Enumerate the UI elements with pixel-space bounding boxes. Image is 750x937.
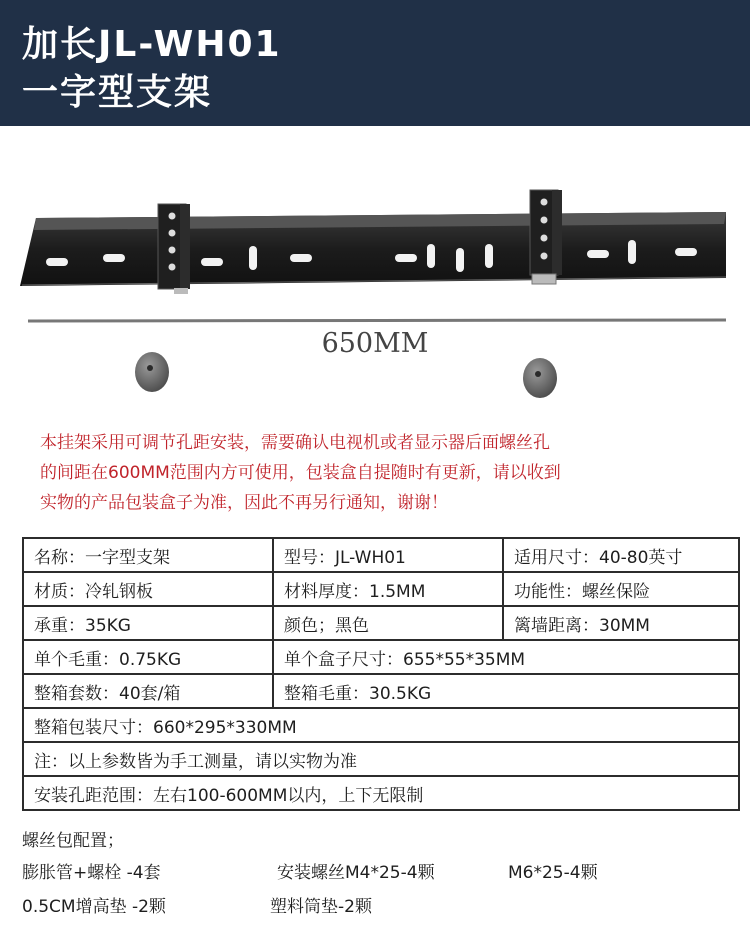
kit-item: 膨胀管+螺栓 -4套: [22, 863, 161, 883]
notice-line: 本挂架采用可调节孔距安装，需要确认电视机或者显示器后面螺丝孔: [40, 433, 550, 453]
spec-model: 型号：JL-WH01: [273, 538, 503, 572]
spec-name: 名称：一字型支架: [23, 538, 273, 572]
spec-unit-weight: 单个毛重：0.75KG: [23, 640, 273, 674]
spec-carton-size: 整箱包装尺寸：660*295*330MM: [23, 708, 739, 742]
list-item: [22, 890, 738, 924]
spec-note: 注：以上参数皆为手工测量，请以实物为准: [23, 742, 739, 776]
spec-table: [22, 537, 740, 811]
table-row: [23, 640, 739, 674]
screw-kit-list: [22, 826, 738, 924]
spec-hole-range: 安装孔距范围：左右100-600MM以内，上下无限制: [23, 776, 739, 810]
table-row: [23, 572, 739, 606]
table-row: [23, 742, 739, 776]
spec-color: 颜色；黑色: [273, 606, 503, 640]
spec-function: 功能性：螺丝保险: [503, 572, 739, 606]
wall-anchor-right: [523, 358, 557, 398]
screw-kit-title: 螺丝包配置；: [22, 831, 124, 851]
table-row: [23, 538, 739, 572]
spec-carton-qty: 整箱套数：40套/箱: [23, 674, 273, 708]
spec-load: 承重：35KG: [23, 606, 273, 640]
kit-item: 0.5CM增高垫 -2颗: [22, 897, 166, 917]
dimension-line: [28, 320, 726, 321]
spec-carton-weight: 整箱毛重：30.5KG: [273, 674, 739, 708]
kit-item: 安装螺丝M4*25-4颗: [277, 863, 435, 883]
kit-item: M6*25-4颗: [508, 863, 598, 883]
kit-item: 塑料筒垫-2颗: [270, 897, 372, 917]
table-row: [23, 674, 739, 708]
title-line-2: 一字型支架: [22, 72, 213, 113]
left-hanger-arm: [158, 204, 190, 294]
notice-line: 的间距在600MM范围内方可使用，包装盒自提随时有更新，请以收到: [40, 463, 561, 483]
bracket-illustration: [0, 150, 750, 410]
notice-line: 实物的产品包装盒子为准，因此不再另行通知，谢谢！: [40, 493, 448, 513]
spec-wall-distance: 篱墙距离：30MM: [503, 606, 739, 640]
title-banner: [0, 0, 750, 126]
table-row: [23, 708, 739, 742]
spec-size-fit: 适用尺寸：40-80英寸: [503, 538, 739, 572]
list-item: [22, 856, 738, 890]
spec-box-size: 单个盒子尺寸：655*55*35MM: [273, 640, 739, 674]
table-row: [23, 606, 739, 640]
spec-thickness: 材料厚度：1.5MM: [273, 572, 503, 606]
right-hanger-arm: [530, 190, 562, 284]
wall-rail: [20, 212, 726, 286]
notice-text: [40, 428, 740, 518]
dimension-label: 650MM: [321, 328, 429, 359]
title-line-1: 加长JL-WH01: [22, 24, 282, 65]
spec-material: 材质：冷轧钢板: [23, 572, 273, 606]
table-row: [23, 776, 739, 810]
